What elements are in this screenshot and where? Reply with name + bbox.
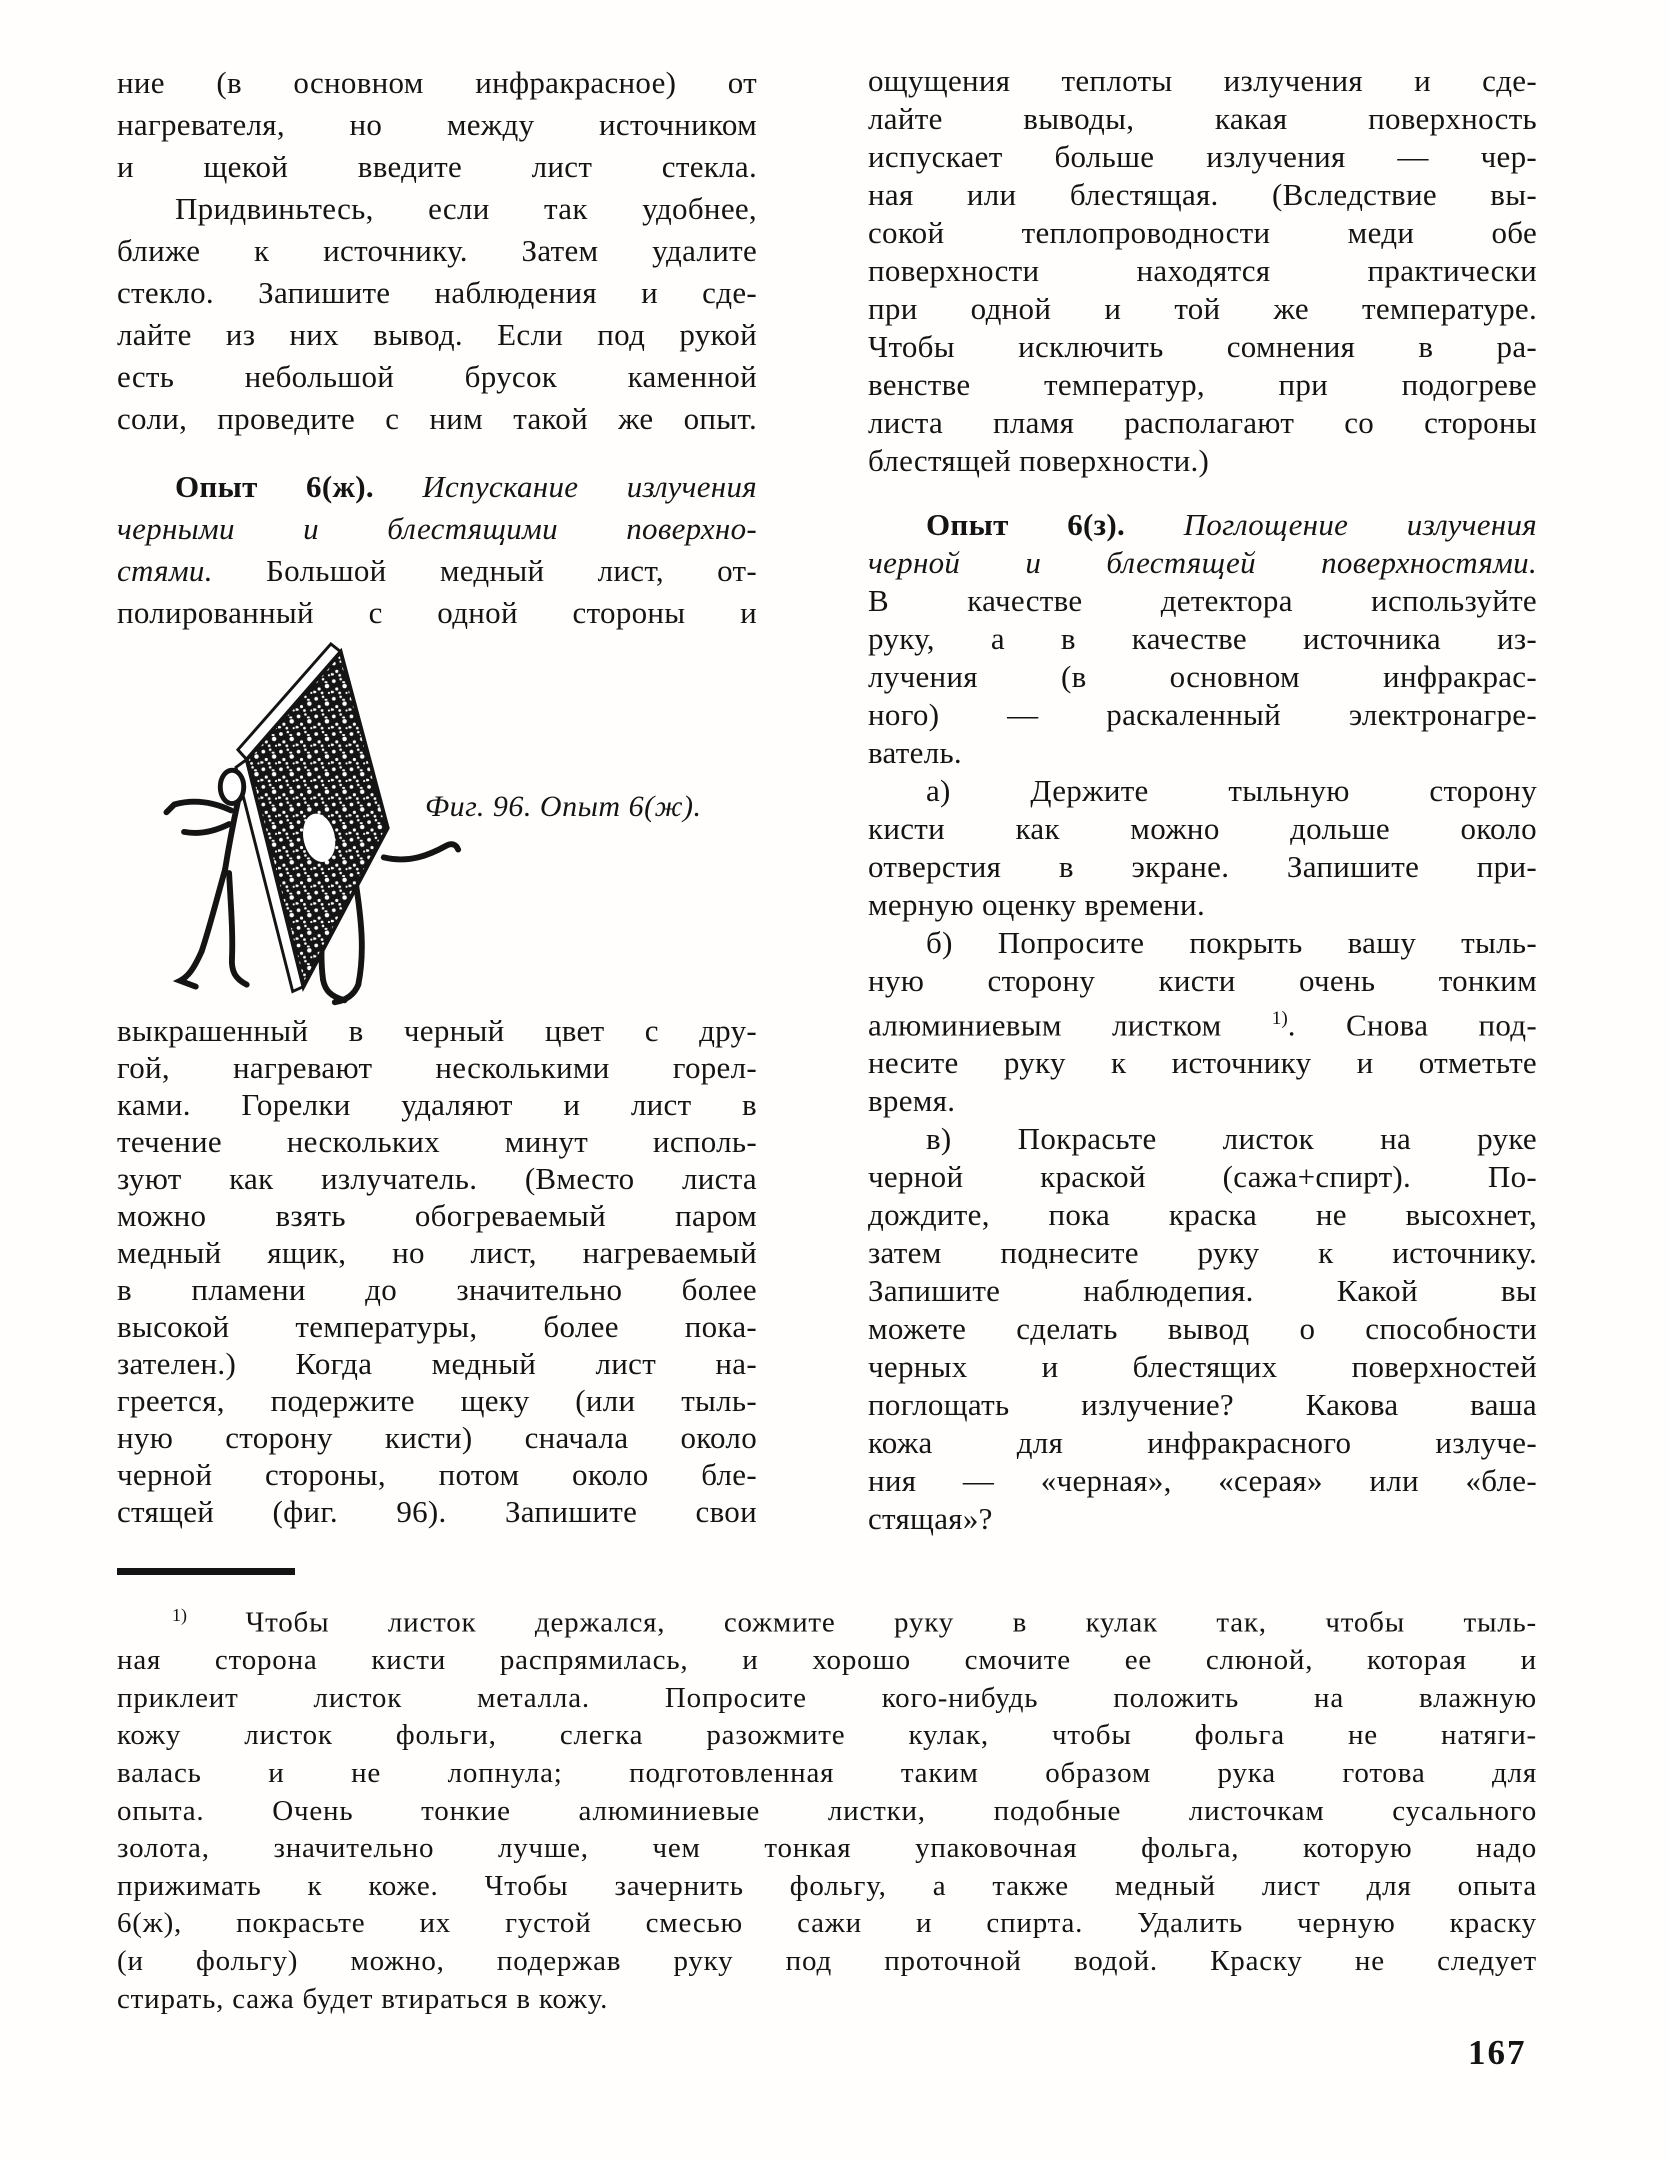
text: сокой теплопроводности меди обе xyxy=(868,215,1537,250)
text: зуют как излучатель. (Вместо листа xyxy=(117,1161,757,1196)
paragraph-experiment-6zh xyxy=(117,466,757,634)
italic-text: стями. xyxy=(117,553,267,588)
text-line xyxy=(868,214,1537,252)
text: стящей (фиг. 96). Запишите свои xyxy=(117,1494,757,1529)
text-line xyxy=(868,442,1537,480)
text-line xyxy=(117,1717,1537,1755)
text-line xyxy=(868,62,1537,100)
text-line xyxy=(868,924,1537,962)
text-line xyxy=(117,1271,757,1308)
copper-sheet xyxy=(236,644,388,992)
text-line xyxy=(117,356,757,398)
text-line xyxy=(117,1755,1537,1793)
text: блестящей поверхности.) xyxy=(868,443,1210,478)
text: можно взять обогреваемый паром xyxy=(117,1198,757,1233)
text: лайте из них вывод. Если под рукой xyxy=(117,317,757,352)
text-line xyxy=(868,1234,1537,1272)
text-line xyxy=(868,1044,1537,1082)
text-line xyxy=(117,1456,757,1493)
paragraph-experiment-6z xyxy=(868,506,1537,772)
text-line xyxy=(117,1382,757,1419)
text: прижимать к коже. Чтобы зачернить фольгу, а также медный лист для опыта xyxy=(117,1869,1537,1902)
text: стящая»? xyxy=(868,1501,993,1537)
text-line xyxy=(868,1462,1537,1500)
text: золота, значительно лучше, чем тонкая упаковочная фольга, которую надо xyxy=(117,1832,1537,1865)
text-line xyxy=(868,1272,1537,1310)
text: ную сторону кисти) сначала около xyxy=(117,1420,757,1455)
text: ного) — раскаленный электронагре- xyxy=(868,697,1537,732)
paragraph-item-a xyxy=(868,772,1537,924)
text-line xyxy=(868,1386,1537,1424)
text: отверстия в экране. Запишите при- xyxy=(868,849,1537,884)
text-line xyxy=(117,1943,1537,1981)
text-line xyxy=(868,328,1537,366)
text-line xyxy=(868,1082,1537,1120)
text-line xyxy=(117,1981,1537,2019)
text: поверхности находятся практически xyxy=(868,253,1537,288)
text: ватель. xyxy=(868,735,962,770)
text-line xyxy=(117,1680,1537,1718)
text-line xyxy=(868,1500,1537,1538)
text: черной стороны, потом около бле- xyxy=(117,1457,757,1492)
text: испускает больше излучения — чер- xyxy=(868,139,1537,174)
text: медный ящик, но лист, нагреваемый xyxy=(117,1235,757,1270)
text: при одной и той же температуре. xyxy=(868,291,1537,326)
text-line xyxy=(868,772,1537,810)
text-line xyxy=(117,1793,1537,1831)
text: В качестве детектора используйте xyxy=(868,583,1537,618)
italic-text: Поглощение излучения xyxy=(1183,507,1537,542)
paragraph-continuation xyxy=(117,62,757,188)
text-line xyxy=(117,1012,757,1049)
text-line xyxy=(117,104,757,146)
text: черных и блестящих поверхностей xyxy=(868,1349,1537,1385)
text: черной краской (сажа+спирт). По- xyxy=(868,1159,1537,1195)
text: зателен.) Когда медный лист на- xyxy=(117,1346,757,1381)
text: Большой медный лист, от- xyxy=(266,553,757,588)
text-line xyxy=(868,176,1537,214)
text: поглощать излучение? Какова ваша xyxy=(868,1387,1537,1423)
italic-text: черной и блестящей поверхностями. xyxy=(868,545,1537,580)
text-line xyxy=(868,734,1537,772)
text-line xyxy=(868,506,1537,544)
text-line xyxy=(868,1348,1537,1386)
left-person-head xyxy=(220,770,243,803)
text: Чтобы исключить сомнения в ра- xyxy=(868,329,1537,364)
text: ние (в основном инфракрасное) от xyxy=(117,65,757,100)
figure-96 xyxy=(117,640,757,1012)
italic-text: черными и блестящими поверхно- xyxy=(117,511,757,546)
text-line xyxy=(117,272,757,314)
text: в пламени до значительно более xyxy=(117,1272,757,1307)
text: гой, нагревают несколькими горел- xyxy=(117,1050,757,1085)
text-line xyxy=(868,252,1537,290)
text: дождите, пока краска не высохнет, xyxy=(868,1197,1537,1233)
text: можете сделать вывод о способности xyxy=(868,1311,1537,1347)
text: высокой температуры, более пока- xyxy=(117,1309,757,1344)
italic-text: Испускание излучения xyxy=(422,469,757,504)
text-line xyxy=(868,290,1537,328)
right-column xyxy=(868,62,1537,1538)
text-line xyxy=(117,146,757,188)
text: полированный с одной стороны и xyxy=(117,595,757,630)
text: ная или блестящая. (Вследствие вы- xyxy=(868,177,1537,212)
text-line xyxy=(117,1419,757,1456)
text: в) Покрасьте листок на руке xyxy=(926,1121,1537,1157)
text-line xyxy=(117,1597,1537,1642)
text: затем поднесите руку к источнику. xyxy=(868,1235,1537,1271)
text: венстве температур, при подогреве xyxy=(868,367,1537,402)
text-line xyxy=(868,1158,1537,1196)
text-line xyxy=(117,508,757,550)
text-line xyxy=(117,1049,757,1086)
text-line xyxy=(868,1310,1537,1348)
text: нагревателя, но между источником xyxy=(117,107,757,142)
text: кисти как можно дольше около xyxy=(868,811,1537,846)
text: ную сторону кисти очень тонким xyxy=(868,963,1537,998)
page-number: 167 xyxy=(1468,2033,1527,2072)
bold-text: Опыт 6(з). xyxy=(926,507,1184,542)
text: мерную оценку времени. xyxy=(868,887,1205,922)
text: выкрашенный в черный цвет с дру- xyxy=(117,1013,757,1048)
footnote xyxy=(117,1568,1537,2018)
paragraph-item-v xyxy=(868,1120,1537,1538)
paragraph-painted-black xyxy=(117,1012,757,1530)
text-line xyxy=(117,188,757,230)
text-line xyxy=(868,1424,1537,1462)
text: Запишите наблюдепия. Какой вы xyxy=(868,1273,1537,1309)
bold-text: Опыт 6(ж). xyxy=(175,469,423,504)
figure-caption: Фиг. 96. Опыт 6(ж). xyxy=(425,790,702,823)
text: руку, а в качестве источника из- xyxy=(868,621,1537,656)
superscript-marker: 1) xyxy=(1271,1008,1288,1029)
text-line xyxy=(117,550,757,592)
left-person xyxy=(166,802,246,987)
text-line xyxy=(117,314,757,356)
text: Придвиньтесь, если так удобнее, xyxy=(175,191,757,226)
text: Чтобы листок держался, сожмите руку в кулак так, чтобы тыль- xyxy=(186,1606,1537,1639)
text: греется, подержите щеку (или тыль- xyxy=(117,1383,757,1418)
text-line xyxy=(117,1868,1537,1906)
text: ная сторона кисти распрямилась, и хорошо смочите ее слюной, которая и xyxy=(117,1644,1537,1677)
text-line xyxy=(117,1830,1537,1868)
text-line xyxy=(868,582,1537,620)
text-line xyxy=(868,1196,1537,1234)
text: стекло. Запишите наблюдения и сде- xyxy=(117,275,757,310)
text: время. xyxy=(868,1083,956,1119)
text-line xyxy=(117,1234,757,1271)
text: а) Держите тыльную сторону xyxy=(926,773,1537,808)
text-line xyxy=(868,962,1537,1000)
text-line xyxy=(117,1160,757,1197)
text-line xyxy=(868,696,1537,734)
text: (и фольгу) можно, подержав руку под проточной водой. Краску не следует xyxy=(117,1945,1537,1977)
text-line xyxy=(868,886,1537,924)
text-line xyxy=(117,592,757,634)
text: ками. Горелки удаляют и лист в xyxy=(117,1087,757,1122)
paragraph-item-b xyxy=(868,924,1537,1120)
text-line xyxy=(117,466,757,508)
text-line xyxy=(868,1120,1537,1158)
text-line xyxy=(868,848,1537,886)
paragraph-move-closer xyxy=(117,188,757,440)
text-line xyxy=(117,1493,757,1530)
text: кожу листок фольги, слегка разожмите кулак, чтобы фольга не натяги- xyxy=(117,1719,1537,1752)
text-line xyxy=(117,1642,1537,1680)
text-line xyxy=(117,1308,757,1345)
text-line xyxy=(868,100,1537,138)
text-line xyxy=(117,1086,757,1123)
text: листа пламя располагают со стороны xyxy=(868,405,1537,440)
text: алюминиевым листком xyxy=(868,1007,1272,1043)
text-line xyxy=(117,398,757,440)
superscript-marker: 1) xyxy=(172,1605,187,1625)
text: валась и не лопнула; подготовленная таким образом рука готова для xyxy=(117,1757,1537,1790)
text: ощущения теплоты излучения и сде- xyxy=(868,63,1537,98)
text: . Снова под- xyxy=(1287,1007,1537,1043)
left-column xyxy=(117,62,757,1530)
text: ния — «черная», «серая» или «бле- xyxy=(868,1463,1537,1499)
text: приклеит листок металла. Попросите кого-нибудь положить на влажную xyxy=(117,1681,1537,1714)
text: б) Попросите покрыть вашу тыль- xyxy=(926,925,1537,960)
text: лучения (в основном инфракрас- xyxy=(868,659,1537,694)
text-line xyxy=(868,138,1537,176)
paragraph-radiation-feelings xyxy=(868,62,1537,480)
stick-figures-holding-sheet-drawing xyxy=(132,642,612,1014)
text-line xyxy=(868,620,1537,658)
text-line xyxy=(117,62,757,104)
text: течение нескольких минут исполь- xyxy=(117,1124,757,1159)
text: кожа для инфракрасного излуче- xyxy=(868,1425,1537,1461)
text: опыта. Очень тонкие алюминиевые листки, подобные листочкам сусального xyxy=(117,1794,1537,1827)
text: стирать, сажа будет втираться в кожу. xyxy=(117,1982,609,2015)
text: и щекой введите лист стекла. xyxy=(117,149,757,184)
text-line xyxy=(868,658,1537,696)
text: соли, проведите с ним такой же опыт. xyxy=(117,401,757,436)
text-line xyxy=(117,1345,757,1382)
text: есть небольшой брусок каменной xyxy=(117,359,757,394)
text-line xyxy=(117,230,757,272)
text-line xyxy=(868,366,1537,404)
footnote-divider xyxy=(117,1568,295,1575)
text-line xyxy=(117,1123,757,1160)
text-line xyxy=(117,1905,1537,1943)
text: ближе к источнику. Затем удалите xyxy=(117,233,757,268)
footnote-text xyxy=(117,1597,1537,2018)
text-line xyxy=(868,404,1537,442)
text: 6(ж), покрасьте их густой смесью сажи и спирта. Удалить черную краску xyxy=(117,1907,1537,1940)
text-line xyxy=(868,810,1537,848)
text: несите руку к источнику и отметьте xyxy=(868,1045,1537,1081)
text-line xyxy=(868,544,1537,582)
text-line xyxy=(117,1197,757,1234)
text: лайте выводы, какая поверхность xyxy=(868,101,1537,136)
text-line xyxy=(868,1000,1537,1044)
